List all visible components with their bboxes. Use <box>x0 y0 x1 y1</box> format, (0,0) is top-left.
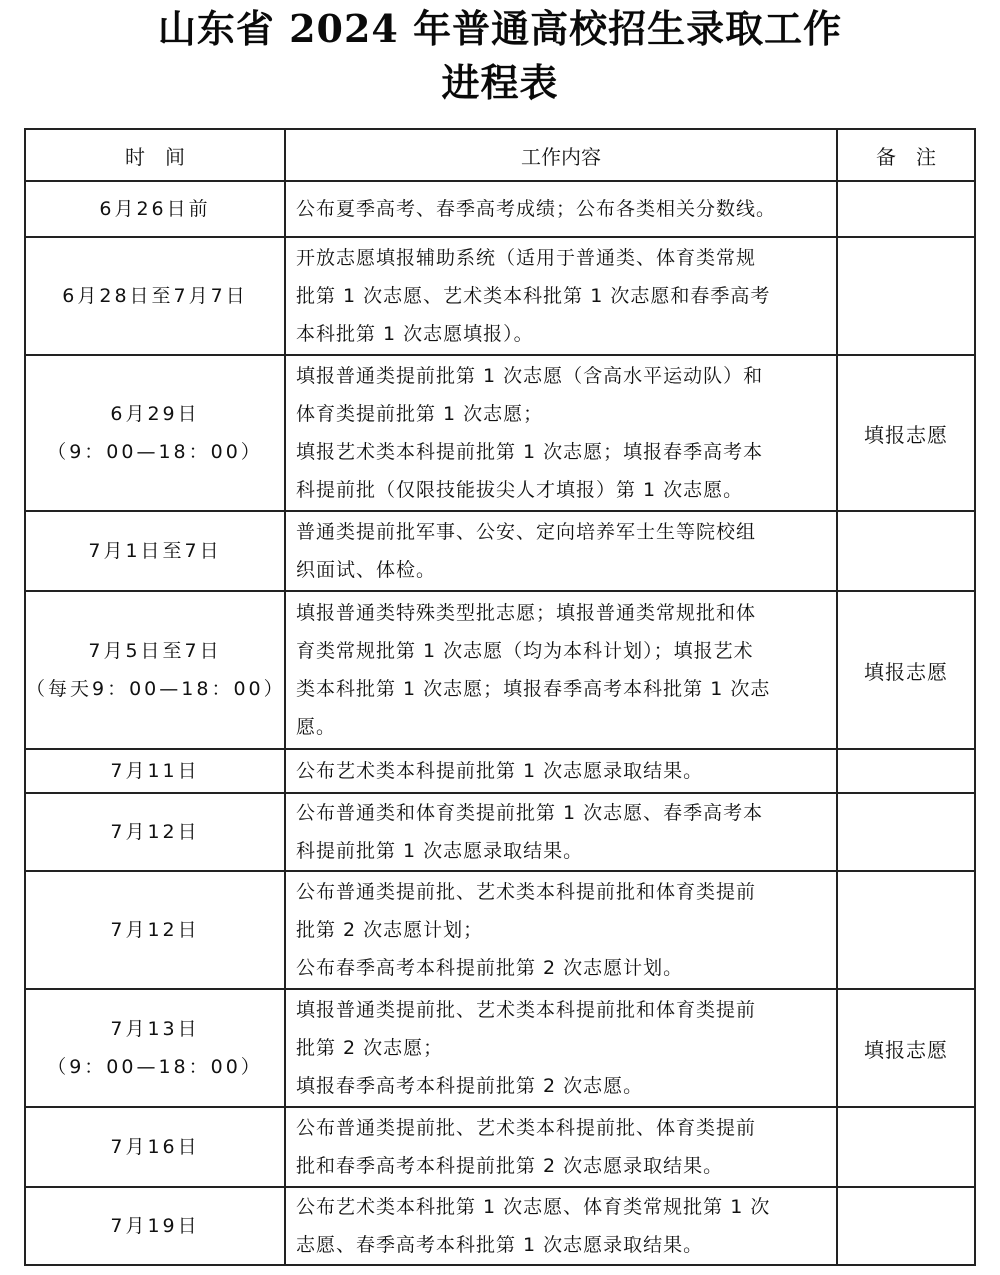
cell-note <box>837 181 975 237</box>
content-line: 批第 1 次志愿、艺术类本科批第 1 次志愿和春季高考 <box>296 285 771 307</box>
time-line: 7月1日至7日 <box>88 540 222 562</box>
content-line: 愿。 <box>296 716 337 738</box>
time-line: 7月11日 <box>110 760 200 782</box>
header-content: 工作内容 <box>285 129 837 181</box>
content-line: 开放志愿填报辅助系统（适用于普通类、体育类常规 <box>296 247 757 269</box>
cell-time <box>25 591 285 749</box>
cell-content <box>285 181 837 237</box>
cell-time <box>25 355 285 511</box>
table-row <box>25 591 975 749</box>
cell-note <box>837 749 975 793</box>
table-row <box>25 989 975 1107</box>
time-line: 7月5日至7日 <box>88 640 222 662</box>
content-line: 公布普通类提前批、艺术类本科提前批、体育类提前 <box>296 1117 757 1139</box>
content-line: 批第 2 次志愿； <box>296 1037 444 1059</box>
cell-time <box>25 237 285 355</box>
cell-content <box>285 871 837 989</box>
content-line: 公布春季高考本科提前批第 2 次志愿计划。 <box>296 957 684 979</box>
time-line: 7月19日 <box>110 1215 200 1237</box>
content-line: 公布夏季高考、春季高考成绩；公布各类相关分数线。 <box>296 198 777 220</box>
cell-content <box>285 749 837 793</box>
cell-note: 填报志愿 <box>837 591 975 749</box>
content-line: 普通类提前批军事、公安、定向培养军士生等院校组 <box>296 521 757 543</box>
content-line: 志愿、春季高考本科批第 1 次志愿录取结果。 <box>296 1234 704 1256</box>
cell-note <box>837 871 975 989</box>
content-line: 批和春季高考本科提前批第 2 次志愿录取结果。 <box>296 1155 724 1177</box>
time-line: （9：00—18：00） <box>47 441 263 463</box>
cell-content <box>285 591 837 749</box>
cell-content <box>285 989 837 1107</box>
document-title: 山东省 2024 年普通高校招生录取工作 <box>157 6 843 51</box>
content-line: 公布普通类和体育类提前批第 1 次志愿、春季高考本 <box>296 802 764 824</box>
cell-content <box>285 793 837 871</box>
cell-note <box>837 793 975 871</box>
table-header-row <box>25 129 975 181</box>
content-line: 批第 2 次志愿计划； <box>296 919 484 941</box>
table-row <box>25 871 975 989</box>
table-row <box>25 749 975 793</box>
cell-time <box>25 1187 285 1265</box>
time-line: 6月26日前 <box>99 198 211 220</box>
table-row <box>25 355 975 511</box>
header-time: 时 间 <box>25 129 285 181</box>
content-line: 科提前批第 1 次志愿录取结果。 <box>296 840 584 862</box>
time-line: 7月12日 <box>110 919 200 941</box>
content-line: 填报春季高考本科提前批第 2 次志愿。 <box>296 1075 644 1097</box>
content-line: 育类常规批第 1 次志愿（均为本科计划）；填报艺术 <box>296 640 754 662</box>
content-line: 本科批第 1 次志愿填报）。 <box>296 323 534 345</box>
cell-note: 填报志愿 <box>837 989 975 1107</box>
cell-content <box>285 355 837 511</box>
table-row <box>25 181 975 237</box>
time-line: 7月13日 <box>110 1018 200 1040</box>
cell-content <box>285 237 837 355</box>
cell-time <box>25 1107 285 1187</box>
document-subtitle: 进程表 <box>441 60 559 105</box>
cell-note: 填报志愿 <box>837 355 975 511</box>
time-line: （9：00—18：00） <box>47 1056 263 1078</box>
cell-time <box>25 749 285 793</box>
cell-time <box>25 989 285 1107</box>
cell-time <box>25 181 285 237</box>
time-line: 7月16日 <box>110 1136 200 1158</box>
cell-note <box>837 237 975 355</box>
content-line: 填报普通类提前批第 1 次志愿（含高水平运动队）和 <box>296 365 764 387</box>
cell-time <box>25 511 285 591</box>
table-row <box>25 793 975 871</box>
content-line: 体育类提前批第 1 次志愿； <box>296 403 544 425</box>
cell-note <box>837 511 975 591</box>
header-note: 备 注 <box>837 129 975 181</box>
content-line: 填报艺术类本科提前批第 1 次志愿；填报春季高考本 <box>296 441 764 463</box>
time-line: 7月12日 <box>110 821 200 843</box>
content-line: 填报普通类提前批、艺术类本科提前批和体育类提前 <box>296 999 757 1021</box>
content-line: 填报普通类特殊类型批志愿；填报普通类常规批和体 <box>296 602 757 624</box>
schedule-table <box>24 128 976 1266</box>
time-line: 6月29日 <box>110 403 200 425</box>
cell-note <box>837 1107 975 1187</box>
content-line: 公布艺术类本科批第 1 次志愿、体育类常规批第 1 次 <box>296 1196 771 1218</box>
cell-content <box>285 1187 837 1265</box>
cell-time <box>25 793 285 871</box>
content-line: 公布普通类提前批、艺术类本科提前批和体育类提前 <box>296 881 757 903</box>
cell-content <box>285 511 837 591</box>
table-row <box>25 511 975 591</box>
table-body <box>25 181 975 1265</box>
cell-content <box>285 1107 837 1187</box>
table-row <box>25 1187 975 1265</box>
content-line: 科提前批（仅限技能拔尖人才填报）第 1 次志愿。 <box>296 479 744 501</box>
cell-time <box>25 871 285 989</box>
cell-note <box>837 1187 975 1265</box>
content-line: 类本科批第 1 次志愿；填报春季高考本科批第 1 次志 <box>296 678 771 700</box>
content-line: 织面试、体检。 <box>296 559 437 581</box>
time-line: 6月28日至7月7日 <box>62 285 248 307</box>
table-row <box>25 1107 975 1187</box>
content-line: 公布艺术类本科提前批第 1 次志愿录取结果。 <box>296 760 704 782</box>
time-line: （每天9：00—18：00） <box>26 678 286 700</box>
table-row <box>25 237 975 355</box>
